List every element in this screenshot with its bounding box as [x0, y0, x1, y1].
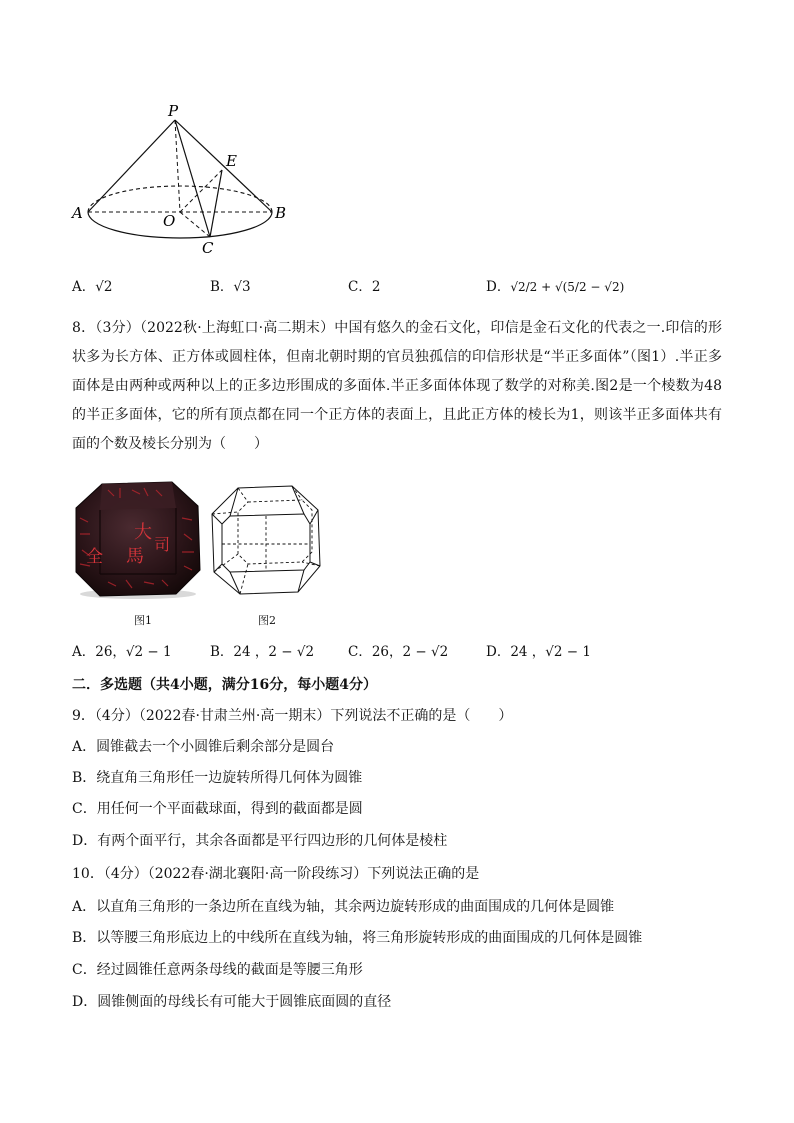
q10-option-b[interactable]: B．以等腰三角形底边上的中线所在直线为轴，将三角形旋转形成的曲面围成的几何体是圆锥: [72, 930, 643, 946]
q8-option-a[interactable]: A．26，√2 − 1: [72, 644, 172, 660]
q9-option-b[interactable]: B．绕直角三角形任一边旋转所得几何体为圆锥: [72, 770, 363, 786]
label-A: A: [72, 204, 83, 222]
seal-char-2: 司: [154, 535, 171, 554]
figure-1-caption: 图1: [134, 614, 152, 627]
label-E: E: [226, 152, 237, 170]
generatrix-PC: [175, 120, 210, 237]
label-P: P: [168, 102, 179, 120]
q7-option-b-expr: √3: [233, 279, 251, 295]
generatrix-PB: [175, 120, 272, 212]
q7-option-d[interactable]: [486, 278, 624, 296]
q8-option-b[interactable]: B．24 ，2 − √2: [210, 644, 315, 660]
label-C: C: [202, 239, 214, 257]
q7-option-a[interactable]: [72, 278, 112, 296]
cone-figure: [70, 100, 290, 260]
polyhedron-figure: [208, 480, 328, 602]
q7-option-a-letter: A．: [72, 279, 96, 295]
q7-option-b[interactable]: [210, 278, 251, 296]
q7-option-a-expr: √2: [95, 279, 113, 295]
seal-char-3: 馬: [126, 546, 144, 567]
q10-option-a[interactable]: A．以直角三角形的一条边所在直线为轴，其余两边旋转形成的曲面围成的几何体是圆锥: [72, 899, 615, 915]
q9-option-d[interactable]: D．有两个面平行，其余各面都是平行四边形的几何体是棱柱: [72, 833, 448, 849]
q7-option-c-letter: C．: [348, 279, 372, 295]
q9-stem: 9．（4分）（2022春·甘肃兰州·高一期末）下列说法不正确的是（ ）: [72, 708, 513, 724]
label-B: B: [275, 204, 287, 222]
cone-base-front-arc: [88, 212, 272, 238]
seal-photo: [72, 478, 204, 600]
q10-option-d[interactable]: D．圆锥侧面的母线长有可能大于圆锥底面圆的直径: [72, 994, 392, 1010]
q8-question-text: 8．（3分）（2022秋·上海虹口·高二期末）中国有悠久的金石文化，印信是金石文化的代表之一.印信的形状多为长方体、正方体或圆柱体，但南北朝时期的官员独孤信的印信形状是“半正多面体”（图1）.半正多面体是由两种或两种以上的正多边形围成的多面体.半正多面体体现了数学的对称美.图2是一个棱数为48的半正多面体，它的所有顶点都在同一个正方体的表面上，且此正方体的棱长为1，则该半正多面体共有面的个数及棱长分别为（ ）: [72, 320, 722, 452]
seal-char-4: 全: [86, 547, 103, 567]
q9-option-a[interactable]: A．圆锥截去一个小圆锥后剩余部分是圆台: [72, 739, 335, 755]
label-O: O: [163, 212, 176, 230]
q7-option-c-expr: 2: [371, 279, 381, 295]
q7-option-d-letter: D．: [486, 279, 511, 295]
section-2-heading: 二．多选题（共4小题，满分16分，每小题4分）: [72, 677, 377, 693]
q9-option-c[interactable]: C．用任何一个平面截球面，得到的截面都是圆: [72, 801, 363, 817]
q10-option-c[interactable]: C．经过圆锥任意两条母线的截面是等腰三角形: [72, 962, 363, 978]
q8-option-d[interactable]: D．24 ，√2 − 1: [486, 644, 591, 660]
seal-char-1: 大: [134, 522, 152, 543]
segment-OC: [180, 212, 210, 237]
q8-option-c[interactable]: C．26，2 − √2: [348, 644, 449, 660]
q10-stem: 10．（4分）（2022春·湖北襄阳·高一阶段练习）下列说法正确的是: [72, 866, 480, 882]
generatrix-PA: [88, 120, 175, 212]
cone-base-back-arc: [88, 186, 272, 212]
q7-option-d-expr: √2/2 + √(5/2 − √2): [510, 280, 625, 294]
q7-option-c[interactable]: [348, 278, 380, 296]
figure-2-caption: 图2: [258, 614, 276, 627]
q7-option-b-letter: B．: [210, 279, 234, 295]
seal-top-face: [100, 482, 176, 510]
